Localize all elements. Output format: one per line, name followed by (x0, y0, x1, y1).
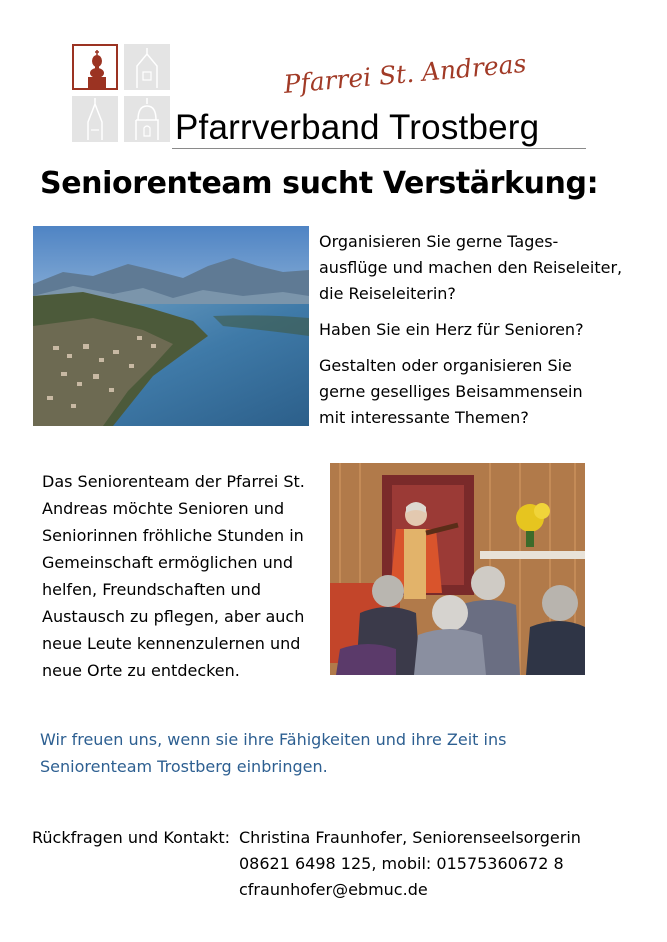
church-dome-icon (124, 96, 170, 142)
question-gatherings: Gestalten oder organisieren Sie gerne geselliges Beisammensein mit interessante Themen? (319, 356, 583, 427)
lake-landscape-photo (33, 226, 309, 426)
contact-email[interactable]: cfraunhofer@ebmuc.de (239, 880, 428, 899)
church-tower-outline-icon (124, 44, 170, 90)
questions-block (319, 229, 649, 441)
church-tower-icon (72, 44, 118, 90)
contact-name: Christina Fraunhofer, Seniorenseelsorgerin (239, 828, 581, 847)
parish-name: Pfarrei St. Andreas (282, 48, 528, 99)
violinist-event-photo (330, 463, 585, 675)
church-spire-icon (72, 96, 118, 142)
page-title: Seniorenteam sucht Verstärkung: (40, 166, 599, 201)
contact-details (239, 825, 581, 903)
question-excursions: Organisieren Sie gerne Tages- ausflüge und machen den Reiseleiter, die Reiseleiterin? (319, 232, 623, 303)
invitation-text: Wir freuen uns, wenn sie ihre Fähigkeiten und ihre Zeit ins Seniorenteam Trostberg einbringen. (40, 730, 507, 776)
contact-label: Rückfragen und Kontakt: (32, 828, 230, 847)
team-description: Das Seniorenteam der Pfarrei St. Andreas möchte Senioren und Seniorinnen fröhliche Stunden in Gemeinschaft ermöglichen und helfen, Freundschaften und Austausch zu pflegen, aber auch neue Leute kennenzulernen und neue Orte zu entdecken. (42, 472, 305, 680)
organization-name: Pfarrverband Trostberg (175, 108, 540, 147)
header-divider (172, 148, 586, 149)
parish-logo (72, 44, 172, 144)
contact-phone: 08621 6498 125, mobil: 01575360672 8 (239, 854, 564, 873)
question-heart: Haben Sie ein Herz für Senioren? (319, 320, 584, 339)
